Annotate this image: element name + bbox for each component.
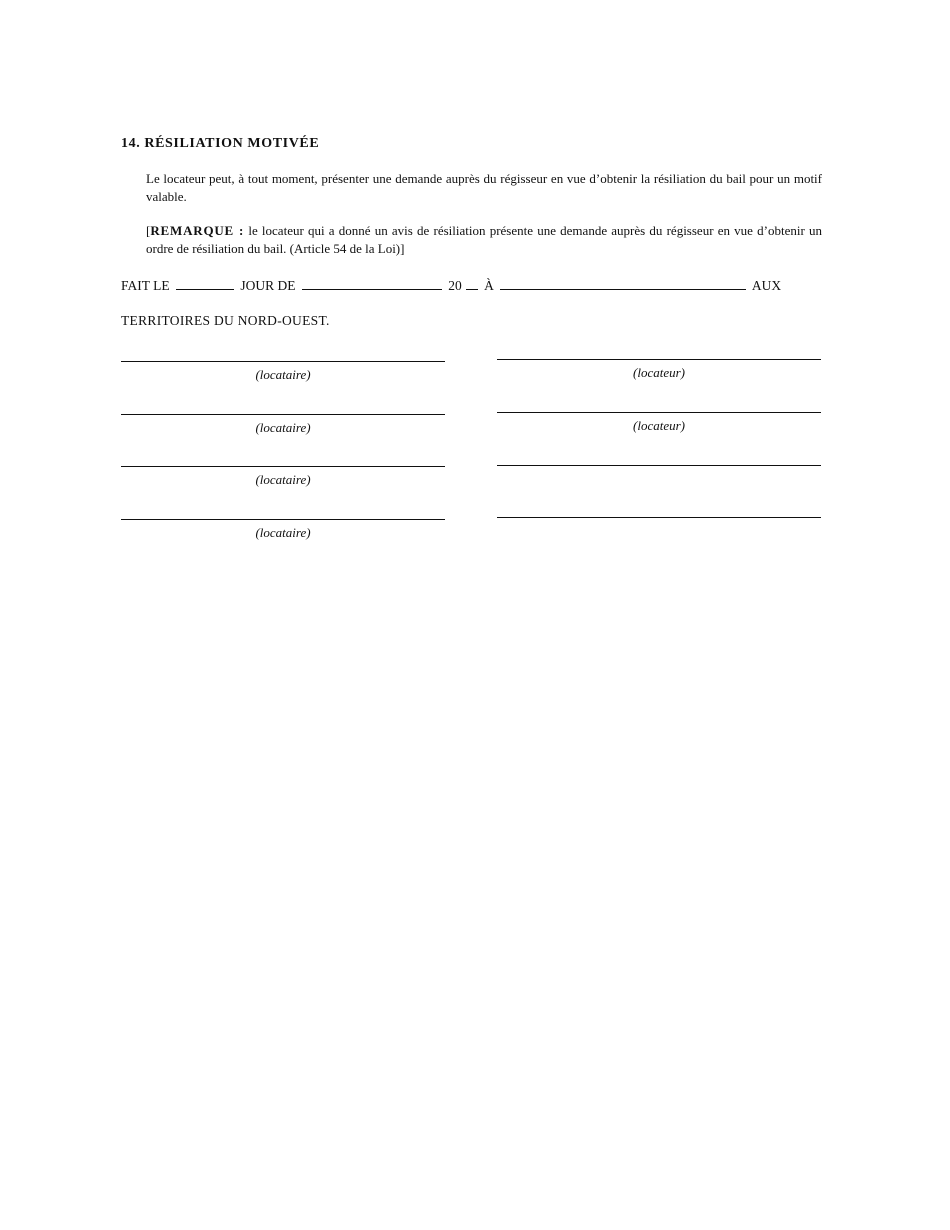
aux-label: AUX (751, 278, 782, 293)
month-blank[interactable] (302, 275, 442, 290)
signature-line (121, 414, 445, 415)
tenant-caption: (locataire) (255, 472, 311, 487)
termination-paragraph: Le locateur peut, à tout moment, présenter une demande auprès du régisseur en vue d’obtenir la résiliation du bail pour un motif valable. (146, 171, 822, 204)
section-heading: 14. RÉSILIATION MOTIVÉE (121, 136, 320, 151)
signature-line (121, 466, 445, 467)
tenant-caption: (locataire) (255, 420, 311, 435)
landlord-signature-3[interactable] (497, 465, 821, 487)
day-blank[interactable] (176, 275, 234, 290)
place-blank[interactable] (500, 275, 746, 290)
landlord-signature-1[interactable] (497, 359, 821, 381)
tenant-signature-3[interactable] (121, 466, 445, 488)
fait-le-label: FAIT LE (121, 278, 170, 293)
tenant-caption: (locataire) (255, 367, 311, 382)
tenant-caption: (locataire) (255, 525, 311, 540)
signature-line (121, 361, 445, 362)
year-prefix: 20 (448, 278, 462, 293)
landlord-caption: (locateur) (633, 418, 685, 433)
landlord-signature-2[interactable] (497, 412, 821, 434)
signature-line (497, 412, 821, 413)
signature-line (497, 517, 821, 518)
tenant-signature-4[interactable] (121, 519, 445, 541)
territoires-label: TERRITOIRES DU NORD-OUEST. (121, 313, 330, 328)
signing-date-line (121, 275, 801, 294)
tenant-signature-1[interactable] (121, 361, 445, 383)
signature-line (497, 465, 821, 466)
remark-bracket: [ (146, 223, 151, 238)
jour-de-label: JOUR DE (240, 278, 296, 293)
signature-line (497, 359, 821, 360)
year-blank[interactable] (466, 275, 478, 290)
signature-line (121, 519, 445, 520)
a-label: À (484, 278, 494, 293)
landlord-caption: (locateur) (633, 365, 685, 380)
remark-paragraph (146, 222, 822, 258)
tenant-signature-2[interactable] (121, 414, 445, 436)
landlord-signature-4[interactable] (497, 517, 821, 539)
remark-text: le locateur qui a donné un avis de résiliation présente une demande auprès du régisseur en vue d’obtenir un ordre de résiliation du bail. (Article 54 de la Loi)] (146, 223, 822, 256)
remark-label: REMARQUE : (150, 223, 245, 238)
